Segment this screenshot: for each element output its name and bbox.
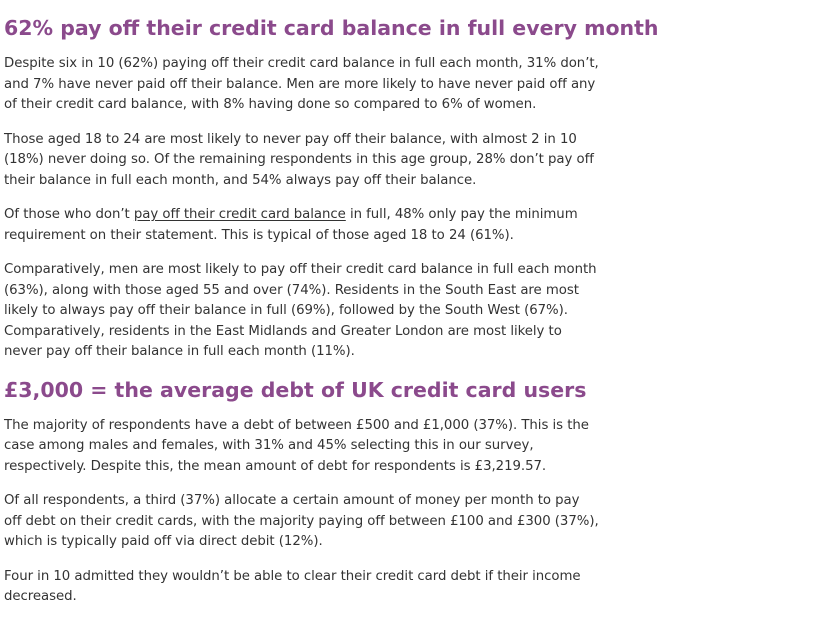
paragraph-payment-overview: Despite six in 10 (62%) paying off their credit card balance in full each month, 31% don’t, and 7% have never paid off their balance. Men are more likely to have never paid off any of their credit card balance, with 8% having done so compared to 6% of women. <box>4 56 599 112</box>
paragraph-text: Of those who don’t <box>4 207 134 222</box>
paragraph-minimum-payment <box>4 205 600 246</box>
section-heading-average-debt: £3,000 = the average debt of UK credit card users <box>4 377 587 402</box>
paragraph-text: in full, 48% only pay the minimum requirement on their statement. This is typical of those aged 18 to 24 (61%). <box>4 207 578 243</box>
paragraph-income-decrease: Four in 10 admitted they wouldn’t be able to clear their credit card debt if their income decreased. <box>4 568 581 604</box>
paragraph-regional-comparison: Comparatively, men are most likely to pay off their credit card balance in full each month (63%), along with those aged 55 and over (74%). Residents in the South East are most likely to always pay off their balance in full (69%), followed by the South West (67%). Comparatively, residents in the East Midlands and Greater London are most likely to never pay off their balance in full each month (11%). <box>4 262 597 359</box>
paragraph-debt-range: The majority of respondents have a debt of between £500 and £1,000 (37%). This is the case among males and females, with 31% and 45% selecting this in our survey, respectively. Despite this, the mean amount of debt for respondents is £3,219.57. <box>4 417 589 474</box>
pay-off-balance-link[interactable]: pay off their credit card balance <box>133 207 346 222</box>
paragraph-monthly-allocation: Of all respondents, a third (37%) allocate a certain amount of money per month to pay off debt on their credit cards, with the majority paying off between £100 and £300 (37%), which is typically paid off via direct debit (12%). <box>4 493 599 549</box>
paragraph-age-18-24: Those aged 18 to 24 are most likely to never pay off their balance, with almost 2 in 10 (18%) never doing so. Of the remaining respondents in this age group, 28% don’t pay off their balance in full each month, and 54% always pay off their balance. <box>4 131 594 188</box>
article-body <box>4 0 659 622</box>
section-heading-full-payment: 62% pay off their credit card balance in full every month <box>4 16 659 40</box>
